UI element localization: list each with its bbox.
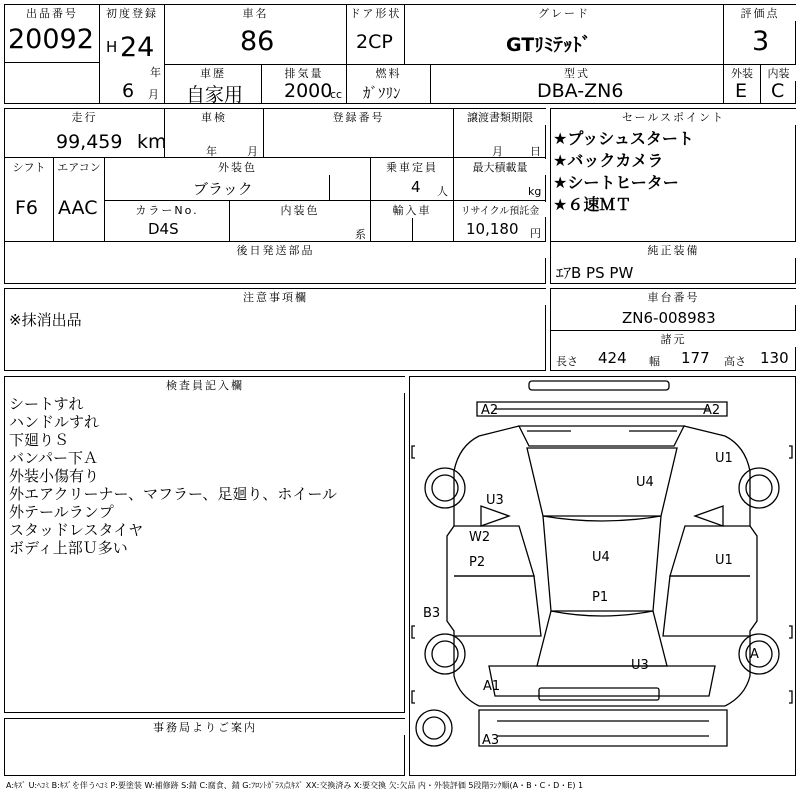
door-type: 2CP [356,31,393,53]
car-name-label: 車名 [165,5,346,21]
inspector-note: 下廻りＳ [9,431,70,449]
max-load-label: 最大積載量 [454,159,546,175]
model-label: 型式 [431,65,723,81]
height-label: 高さ [724,355,746,368]
registration-number-label: 登録番号 [264,109,453,125]
lot-number: 20092 [8,24,94,55]
exterior-label: 外装 [724,65,760,81]
interior-color-label: 内装色 [230,202,370,218]
exterior-grade: E [735,80,748,102]
later-parts-label: 後日発送部品 [5,242,546,258]
inspection-month-unit: 月 [247,145,258,158]
equipment: ｴｱB PS PW [556,264,634,282]
damage-mark: W2 [469,530,491,545]
lot-number-label: 出品番号 [5,5,99,21]
damage-mark: P2 [469,555,486,570]
registration-month: 6 [122,80,135,102]
era: H [106,38,118,56]
width-label: 幅 [649,355,660,368]
inspector-note: スタッドレスタイヤ [9,521,144,539]
max-load-unit: kg [528,185,542,198]
sales-point-item: ★プッシュスタート [553,129,694,148]
fuel-label: 燃料 [347,65,430,81]
color-number-label: カラーNo. [105,202,229,218]
damage-mark: U4 [592,550,610,565]
damage-mark: U1 [715,553,733,568]
caution-label: 注意事項欄 [5,289,546,305]
mileage-label: 走行 [5,109,164,125]
shift: F6 [15,197,39,219]
damage-mark: U1 [715,451,733,466]
year-unit: 年 [150,66,161,79]
damage-mark: A [750,647,759,662]
inspector-note: バンパー下Ａ [9,449,98,467]
door-type-label: ドア形状 [347,5,404,21]
inspection-label: 車検 [165,109,263,125]
aircon: AAC [58,197,98,219]
history-label: 車歴 [165,65,261,81]
damage-mark: A2 [481,403,499,418]
document-deadline-label: 譲渡書類期限 [454,109,546,125]
caution-note: ※抹消出品 [9,311,82,329]
damage-mark: U4 [636,475,654,490]
recycle-unit: 円 [530,227,541,240]
displacement: 2000 [284,80,333,102]
grade: GTﾘﾐﾃｯﾄﾞ [506,34,592,56]
inspector-note: 外装小傷有り [9,467,100,485]
fuel: ｶﾞｿﾘﾝ [363,84,401,102]
width: 177 [681,349,710,367]
color-number: D4S [148,220,179,238]
inspector-note: シートすれ [9,395,84,413]
damage-mark: A1 [483,679,501,694]
registration-year: 24 [120,32,155,63]
mileage: 99,459 [56,131,123,153]
inspector-note: ボディ上部Ｕ多い [9,539,128,557]
interior-color-unit: 系 [355,228,366,241]
length-label: 長さ [556,355,578,368]
inspector-notes [9,395,337,557]
document-day-unit: 日 [530,145,541,158]
mileage-unit: km [137,131,167,153]
month-unit: 月 [148,88,159,101]
sales-point-item: ★６速ＭＴ [553,195,632,214]
displacement-label: 排気量 [262,65,346,81]
damage-mark: U3 [486,493,504,508]
damage-mark: U3 [631,658,649,673]
inspector-label: 検査員記入欄 [5,377,405,393]
capacity: 4 [411,178,421,196]
shift-label: シフト [5,159,53,175]
displacement-unit: cc [330,88,343,101]
sales-point-list [553,128,694,216]
chassis-number: ZN6-008983 [622,309,716,327]
recycle-deposit: 10,180 [466,220,519,238]
model: DBA-ZN6 [537,80,624,102]
inspector-note: 外エアクリーナー、マフラー、足廻り、ホイール [9,485,338,503]
damage-mark: A3 [482,733,500,748]
recycle-label: リサイクル預託金 [454,202,546,217]
inspector-note: ハンドルすれ [9,413,100,431]
car-name: 86 [240,26,275,57]
history: 自家用 [186,84,244,106]
equipment-label: 純正装備 [551,242,796,258]
grade-label: グレード [405,5,723,21]
inspector-note: 外テールランプ [9,503,114,521]
damage-mark: A2 [703,403,721,418]
damage-mark: B3 [423,606,441,621]
chassis-label: 車台番号 [551,289,796,305]
interior-label: 内装 [761,65,796,81]
capacity-unit: 人 [437,185,448,198]
legend: A:ｷｽﾞ U:ﾍｺﾐ B:ｷｽﾞを伴うﾍｺﾐ P:要塗装 W:補修跡 S:錆 C:腐食、錆 G:ﾌﾛﾝﾄｶﾞﾗｽ点ｷｽﾞ XX:交換済み X:要交換 欠:欠品 内・外装評価 5段階ﾗﾝｸ順(A・B・C・D・E) 1 [6,781,584,790]
document-month-unit: 月 [492,145,503,158]
aircon-label: エアコン [54,159,104,175]
damage-mark: P1 [592,590,609,605]
score-label: 評価点 [724,5,796,21]
interior-grade: C [771,80,785,102]
office-label: 事務局よりご案内 [5,719,405,735]
car-diagram [409,376,796,776]
exterior-color-label: 外装色 [105,159,370,175]
sales-point-item: ★シートヒーター [553,173,679,192]
inspection-year-unit: 年 [206,145,217,158]
length: 424 [598,349,627,367]
sales-point-item: ★バックカメラ [553,151,664,170]
score: 3 [752,26,770,57]
exterior-color: ブラック [193,180,253,198]
first-registration-label: 初度登録 [100,5,164,21]
spec-label: 諸元 [551,331,796,347]
sales-point-label: セールスポイント [551,109,796,125]
capacity-label: 乗車定員 [371,159,453,175]
import-label: 輸入車 [371,202,453,218]
height: 130 [760,349,789,367]
